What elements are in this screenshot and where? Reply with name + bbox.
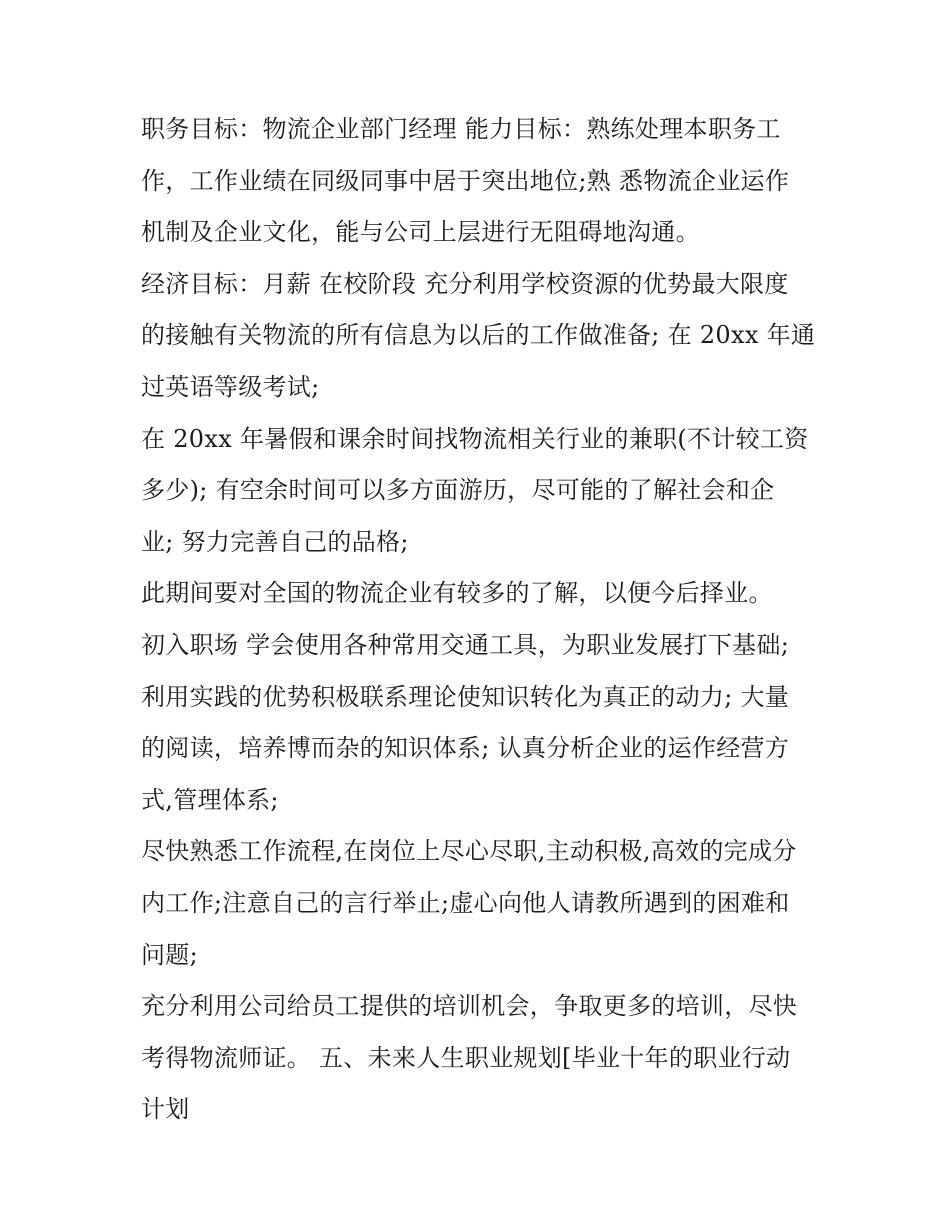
document-body: [141, 104, 821, 1136]
text-line: 业; 努力完善自己的品格;: [141, 527, 409, 556]
text-line: 内工作;注意自己的言行举止;虚心向他人请教所遇到的困难和: [141, 888, 790, 917]
text-line: 过英语等级考试;: [141, 372, 320, 401]
text-line: 职务目标：物流企业部门经理 能力目标：熟练处理本职务工: [141, 115, 781, 143]
text-line: 问题;: [141, 940, 198, 969]
text-line: 的接触有关物流的所有信息为以后的工作做准备; 在 20xx 年通: [141, 321, 816, 350]
text-line: 多少); 有空余时间可以多方面游历，尽可能的了解社会和企: [141, 476, 775, 505]
text-line: 在 20xx 年暑假和课余时间找物流相关行业的兼职(不计较工资: [141, 424, 809, 453]
text-line: 尽快熟悉工作流程,在岗位上尽心尽职,主动积极,高效的完成分: [141, 837, 797, 866]
text-line: 计划: [141, 1095, 190, 1124]
text-line: 利用实践的优势积极联系理论使知识转化为真正的动力; 大量: [141, 682, 790, 711]
text-line: 充分利用公司给员工提供的培训机会，争取更多的培训，尽快: [141, 992, 798, 1021]
text-line: 此期间要对全国的物流企业有较多的了解，以便今后择业。: [141, 579, 773, 608]
text-line: 作，工作业绩在同级同事中居于突出地位;熟 悉物流企业运作: [141, 166, 790, 195]
text-line: 经济目标：月薪 在校阶段 充分利用学校资源的优势最大限度: [141, 269, 789, 298]
text-line: 考得物流师证。 五、未来人生职业规划[毕业十年的职业行动: [141, 1043, 791, 1072]
text-line: 机制及企业文化，能与公司上层进行无阻碍地沟通。: [141, 218, 700, 247]
text-line: 式,管理体系;: [141, 785, 279, 814]
text-line: 的阅读，培养博而杂的知识体系; 认真分析企业的运作经营方: [141, 734, 790, 763]
text-line: 初入职场 学会使用各种常用交通工具，为职业发展打下基础;: [141, 630, 790, 659]
